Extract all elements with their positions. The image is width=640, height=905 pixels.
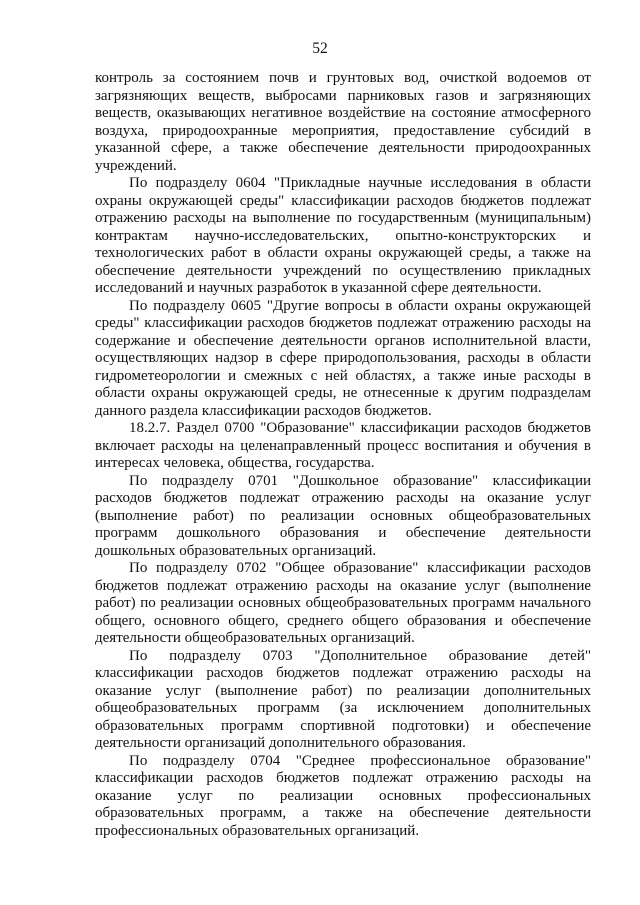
paragraph-environment-control-continuation: контроль за состоянием почв и грунтовых вод, очисткой водоемов от загрязняющих веществ, выбросами парниковых газов и загрязняющих веществ, оказывающих негативное воздействие на состояние атмосферного воздуха, природоохранные мероприятия, предоставление субсидий в указанной сфере, а также обеспечение деятельности природоохранных учреждений. (95, 70, 591, 174)
paragraph-subsection-0701: По подразделу 0701 "Дошкольное образование" классификации расходов бюджетов подлежат отражению расходы на оказание услуг (выполнение работ) по реализации основных общеобразовательных программ дошкольного образования и обеспечение деятельности дошкольных образовательных организаций. (95, 472, 591, 559)
paragraph-subsection-0704: По подразделу 0704 "Среднее профессиональное образование" классификации расходов бюджетов подлежат отражению расходы на оказание услуг по реализации основных профессиональных образовательных программ, а также на обеспечение деятельности профессиональных образовательных организаций. (95, 752, 591, 839)
paragraph-subsection-0703: По подразделу 0703 "Дополнительное образование детей" классификации расходов бюджетов подлежат отражению расходы на оказание услуг (выполнение работ) по реализации дополнительных общеобразовательных программ (за исключением дополнительных образовательных программ спортивной подготовки) и обеспечение деятельности организаций дополнительного образования. (95, 647, 591, 751)
page-number: 52 (312, 40, 328, 57)
paragraph-subsection-0605: По подразделу 0605 "Другие вопросы в области охраны окружающей среды" классификации расходов бюджетов подлежат отражению расходы на содержание и обеспечение деятельности органов исполнительной власти, осуществляющих надзор в сфере природопользования, расходы в области гидрометеорологии и смежных с ней областях, а также иные расходы в области охраны окружающей среды, не отнесенные к другим подразделам данного раздела классификации расходов бюджетов. (95, 297, 591, 419)
paragraph-subsection-0702: По подразделу 0702 "Общее образование" классификации расходов бюджетов подлежат отражению расходы на оказание услуг (выполнение работ) по реализации основных общеобразовательных программ начального общего, основного общего, среднего общего образования и обеспечение деятельности общеобразовательных организаций. (95, 560, 591, 646)
paragraph-section-0700: 18.2.7. Раздел 0700 "Образование" классификации расходов бюджетов включает расходы на целенаправленный процесс воспитания и обучения в интересах человека, общества, государства. (95, 420, 591, 471)
document-body (95, 70, 591, 840)
paragraph-subsection-0604: По подразделу 0604 "Прикладные научные исследования в области охраны окружающей среды" классификации расходов бюджетов подлежат отражению расходы на выполнение по государственным (муниципальным) контрактам научно-исследовательских, опытно-конструкторских и технологических работ в области охраны окружающей среды, а также на обеспечение деятельности учреждений по осуществлению прикладных исследований и научных разработок в указанной сфере деятельности. (95, 175, 591, 296)
